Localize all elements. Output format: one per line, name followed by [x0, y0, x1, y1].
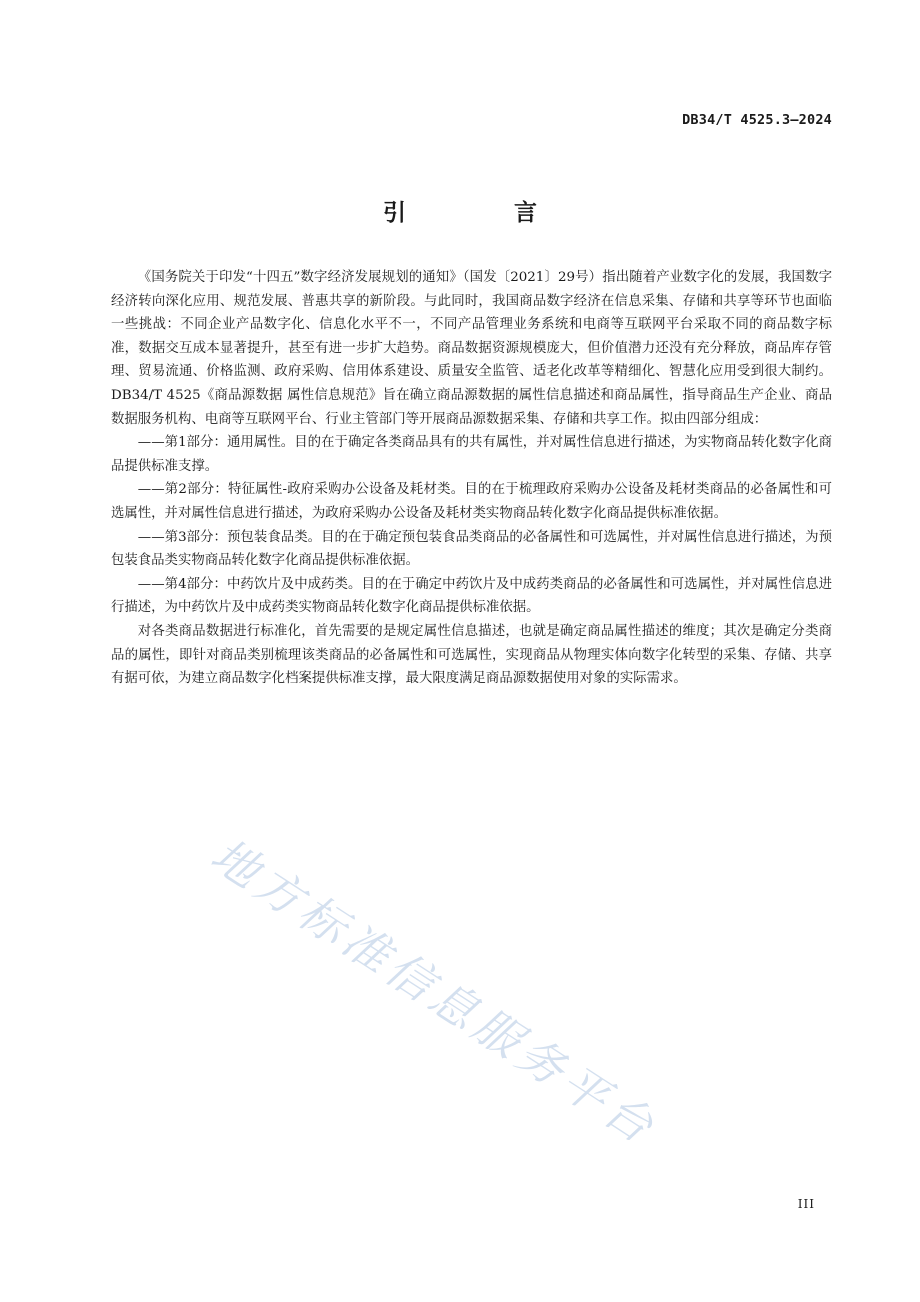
watermark: 地方标准信息服务平台 [201, 827, 668, 1157]
paragraph-part-1: ——第1部分：通用属性。目的在于确定各类商品具有的共有属性，并对属性信息进行描述，为实物商品转化数字化商品提供标准支撑。 [111, 435, 832, 474]
document-code: DB34/T 4525.3—2024 [682, 112, 832, 128]
paragraph-part-2: ——第2部分：特征属性-政府采购办公设备及耗材类。目的在于梳理政府采购办公设备及耗材类商品的必备属性和可选属性，并对属性信息进行描述，为政府采购办公设备及耗材类实物商品转化数字化商品提供标准依据。 [111, 482, 832, 521]
page-number: III [797, 1197, 815, 1211]
body-text [111, 266, 832, 691]
paragraph-part-3: ——第3部分：预包装食品类。目的在于确定预包装食品类商品的必备属性和可选属性，并对属性信息进行描述，为预包装食品类实物商品转化数字化商品提供标准依据。 [111, 529, 832, 569]
page-title: 引 言 [382, 200, 587, 226]
paragraph-part-4: ——第4部分：中药饮片及中成药类。目的在于确定中药饮片及中成药类商品的必备属性和可选属性，并对属性信息进行描述，为中药饮片及中成药类实物商品转化数字化商品提供标准依据。 [111, 576, 832, 616]
paragraph-intro: 《国务院关于印发“十四五”数字经济发展规划的通知》（国发〔2021〕29号）指出随着产业数字化的发展，我国数字经济转向深化应用、规范发展、普惠共享的新阶段。与此同时，我国商品数字经济在信息采集、存储和共享等环节也面临一些挑战：不同企业产品数字化、信息化水平不一，不同产品管理业务系统和电商等互联网平台采取不同的商品数字标准，数据交互成本显著提升，甚至有进一步扩大趋势。商品数据资源规模庞大，但价值潜力还没有充分释放，商品库存管理、贸易流通、价格监测、政府采购、信用体系建设、质量安全监管、适老化改革等精细化、智慧化应用受到很大制约。DB34/T 4525《商品源数据 属性信息规范》旨在确立商品源数据的属性信息描述和商品属性，指导商品生产企业、商品数据服务机构、电商等互联网平台、行业主管部门等开展商品源数据采集、存储和共享工作。拟由四部分组成： [111, 270, 832, 427]
paragraph-conclusion: 对各类商品数据进行标准化，首先需要的是规定属性信息描述，也就是确定商品属性描述的维度；其次是确定分类商品的属性，即针对商品类别梳理该类商品的必备属性和可选属性，实现商品从物理实体向数字化转型的采集、存储、共享有据可依，为建立商品数字化档案提供标准支撑，最大限度满足商品源数据使用对象的实际需求。 [111, 623, 832, 687]
